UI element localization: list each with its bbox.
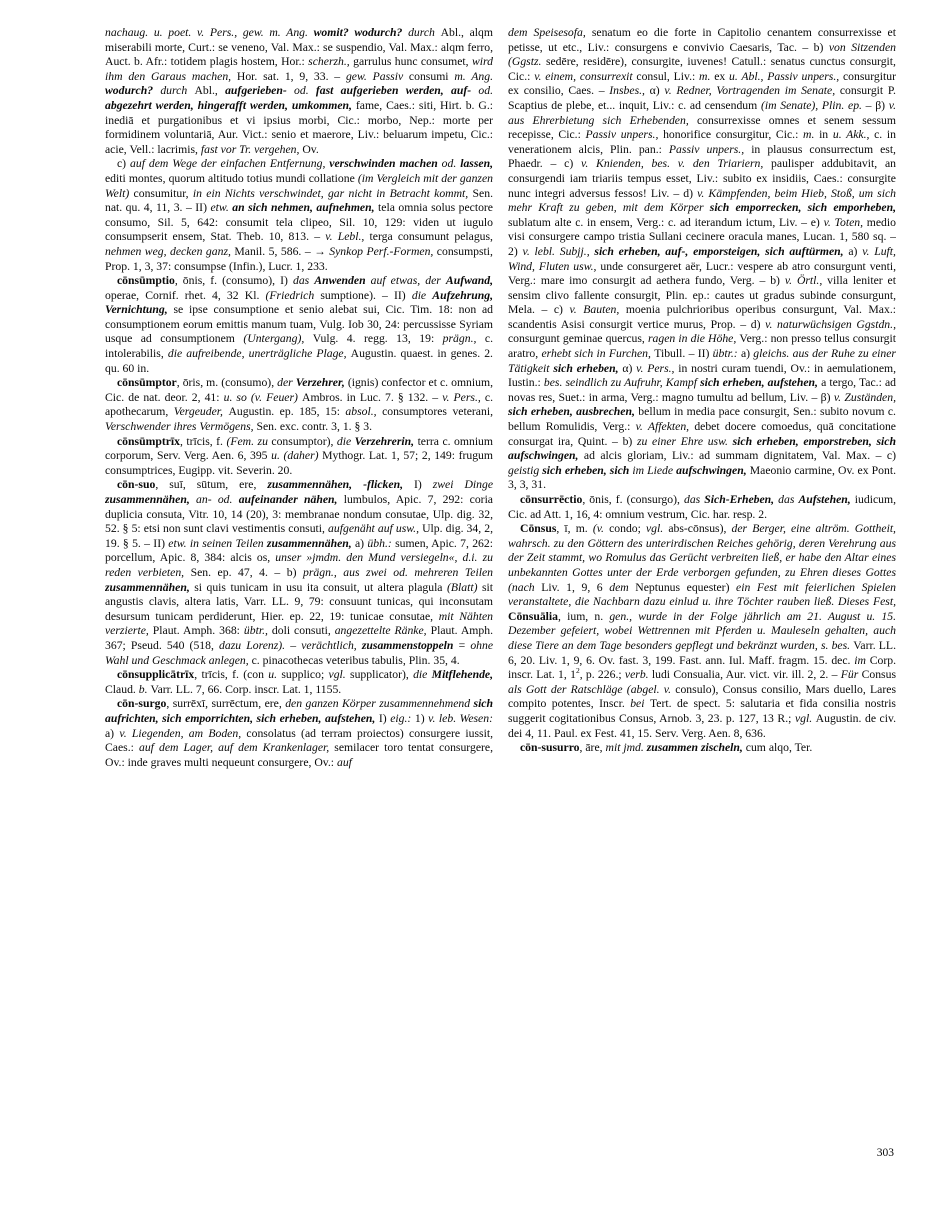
entry-consurgo: cōn-surgo, surrēxī, surrēctum, ere, den ganzen Körper zusammennehmend sich aufrichten, sich emporrichten, sich erheben, aufstehen, I) eig.: 1) v. leb. Wesen: a) v. Liegenden, am Boden, consolatus (ad terram proiectos) consurgere iussit, Caes.: auf dem Lager, auf dem Krankenlager, semilacer toro tentat consurgere, Ov.: inde graves multi nequeunt consurgere, Ov.: auf: [105, 697, 493, 769]
left-column: [105, 26, 493, 1202]
entry-consus: Cōnsus, ī, m. (v. condo; vgl. abs-cōnsus), der Berger, eine altröm. Gottheit, wahrsch. zu den Göttern des unterirdischen Reiches gehörig, deren Verehrung aus der Zeit stammt, wo Romulus das Gerücht verbreiten ließ, er habe den Altar eines unbekannten Gottes unter der Erde verborgen gefunden, zu Ehren dieses Gottes (nach Liv. 1, 9, 6 dem Neptunus equester) ein Fest mit feierlichen Spielen veranstaltete, die Nachbarn dazu einlud u. ihre Töchter rauben ließ. Dieses Fest, Cōnsuālia, ium, n. gen., wurde in der Folge jährlich am 21. August u. 15. Dezember gefeiert, wobei Wettrennen mit Pferden u. Mauleseln gehalten, auch diese Tiere an dem Tage besonders gepflegt und bekränzt wurden, s. bes. Varr. LL. 6, 20. Liv. 1, 9, 6. Ov. fast. 3, 199. Fast. ann. Iul. Maff. fragm. 15. dec. im Corp. inscr. Lat. 1, $1^2$, p. 226.; verb. ludi Consualia, Aur. vict. vir. ill. 2, 2. – Für Consus als Gott der Ratschläge (abgel. v. consulo), Consus consilio, Mars duello, Lares compito potentes, Inscr. bei Tert. de spect. 5: salutaria et fida consilia nostris suggerit cogitationibus Consus, Arnob. 3, 23. p. 127, 13 R.; vgl. Augustin. de civ. dei 4, 11. Paul. ex Fest. 41, 15. Serv. Verg. Aen. 8, 636.: [508, 522, 896, 740]
page-number: 303: [876, 1147, 894, 1159]
entry-consupplicatrix: cōnsupplicātrīx, trīcis, f. (con u. supplico; vgl. supplicator), die Mitflehende, Claud. b. Varr. LL. 7, 66. Corp. inscr. Lat. 1, 1155.: [105, 668, 493, 696]
right-column: [508, 26, 896, 1202]
entry-consumptrix: cōnsūmptrīx, trīcis, f. (Fem. zu consumptor), die Verzehrerin, terra c. omnium corporum, Serv. Verg. Aen. 6, 395 u. (daher) Mythogr. Lat. 1, 57; 2, 149: frugum consumptrices, Eugipp. vit. Severin. 20.: [105, 434, 493, 477]
text-columns: [105, 26, 896, 1202]
entry-consuo: cōn-suo, suī, sūtum, ere, zusammennähen, -flicken, I) zwei Dinge zusammennähen, an- od. aufeinander nähen, lumbulos, Apic. 7, 292: coria duplicia consuta, Vitr. 10, 14 (20), 3: membranae nondum consutae, Ulp. dig. 32, 52. § 5: etsi non sunt clavi vestimentis consuti, aufgenäht auf usw., Ulp. dig. 34, 2, 19. § 5. – II) etw. in seinen Teilen zusammennähen, a) übh.: sumen, Apic. 7, 262: porcellum, Apic. 8, 384: alcis os, unser »jmdm. den Mund versiegeln«, d.i. zu reden verbieten, Sen. ep. 47, 4. – b) prägn., aus zwei od. mehreren Teilen zusammennähen, si quis tunicam in usu ita consuit, ut altera plagula (Blatt) sit angustis clavis, altera latis, Varr. LL. 9, 79: consuunt tunicas, qui inconsutam desursum tunicam perdiderunt, Hier. ep. 22, 19: tunicae consutae, mit Nähten verzierte, Plaut. Amph. 368: übtr., doli consuti, angezettelte Ränke, Plaut. Amph. 367; Pseud. 540 (518, dazu Lorenz). – verächtlich, zusammenstoppeln = ohne Wahl und Geschmack anlegen, c. pinacothecas veteribus tabulis, Plin. 35, 4.: [105, 478, 493, 667]
entry-consurgo-continuation: dem Speisesofa, senatum eo die forte in Capitolio cenantem consurrexisse et petisse, ut etc., Liv.: consurgens e convivio Caesaris, Tac. – b) von Sitzenden (Ggstz. sedēre, residēre), consurgite, iuvenes! Catull.: senatus cunctus consurgit, Cic.: v. einem, consurrexit consul, Liv.: m. ex u. Abl., Passiv unpers., consurgitur ex consilio, Caes. – Insbes., α) v. Redner, Vortragenden im Senate, consurgit P. Scaptius de plebe, et... inquit, Liv.: c. ad censendum (im Senate), Plin. ep. – β) v. aus Ehrerbietung sich Erhebenden, consurrexisse omnes et senem sessum recepisse, Cic.: Passiv unpers., honorifice consurgitur, Cic.: m. in u. Akk., c. in venerationem alcis, Plin. pan.: Passiv unpers., in plausus consurrectum est, Phaedr. – c) v. Knienden, bes. v. den Triariern, paulisper addubitavit, an consurgendi iam triariis tempus esset, Liv.: subito ex insidiis, Caes.: consurgite nunc integri adversus fessos! Liv. – d) v. Kämpfenden, beim Hieb, Stoß, um sich mehr Kraft zu geben, mit dem Körper sich emporrecken, sich emporheben, sublatum alte c. in ensem, Verg.: c. ad iterandum ictum, Liv. – e) v. Toten, medio visi consurgere campo tristia Sullani cecinere oracula manes, Lucan. 1, 580 sq. – 2) v. lebl. Subjj., sich erheben, auf-, emporsteigen, sich auftürmen, a) v. Luft, Wind, Fluten usw., unde consurgeret aër, Lucr.: vespere ab atro consurgunt venti, Verg.: mare imo consurgit ad aethera fundo, Verg. – b) v. Örtl., villa leniter et sensim clivo fallente consurgit, Plin. ep.: cautes ut gradus subinde consurgunt, Mela. – c) v. Bauten, moenia pulchrioribus operibus consurgunt, Val. Max.: scandentis Asisi consurgit vertice murus, Prop. – d) v. naturwüchsigen Ggstdn., consurgunt geminae quercus, ragen in die Höhe, Verg.: non presso tellus consurgit aratro, erhebt sich in Furchen, Tibull. – II) übtr.: a) gleichs. aus der Ruhe zu einer Tätigkeit sich erheben, α) v. Pers., in nostri curam tuendi, Ov.: in aemulationem, Iustin.: bes. seindlich zu Aufruhr, Kampf sich erheben, aufstehen, a tergo, Tac.: ad novas res, Suet.: in arma, Verg.: magno tumultu ad bellum, Liv. – β) v. Zuständen, sich erheben, ausbrechen, bellum in media pace consurgit, Sen.: subito novum c. bellum Romulidis, Verg.: v. Affekten, debet docere comoedus, quā concitatione consurgat ira, Quint. – b) zu einer Ehre usw. sich erheben, emporstreben, sich aufschwingen, ad alcis gloriam, Liv.: ad summam dignitatem, Val. Max. – c) geistig sich erheben, sich im Liede aufschwingen, Maeonio carmine, Ov. ex Pont. 3, 3, 31.: [508, 26, 896, 492]
entry-consumo-section-c: c) auf dem Wege der einfachen Entfernung, verschwinden machen od. lassen, editi montes, quorum altitudo totius mundi collatione (im Vergleich mit der ganzen Welt) consumitur, in ein Nichts verschwindet, gar nicht in Betracht kommt, Sen. nat. qu. 4, 11, 3. – II) etw. an sich nehmen, aufnehmen, tela omnia solus pectore consumo, Sil. 5, 642: consumit tela clipeo, Sil. 10, 129: viden ut iugulo consumpserit ensem, Stat. Theb. 10, 813. – v. Lebl., terga consumunt pelagus, nehmen weg, decken ganz, Manil. 5, 586. – → Synkop Perf.-Formen, consumpsti, Prop. 1, 3, 37: consumpse (Infin.), Lucr. 1, 233.: [105, 157, 493, 273]
entry-consurrectio: cōnsurrēctio, ōnis, f. (consurgo), das Sich-Erheben, das Aufstehen, iudicum, Cic. ad Att. 1, 16, 4: omnium vestrum, Cic. har. resp. 2.: [508, 493, 896, 521]
entry-consumptio: cōnsūmptio, ōnis, f. (consumo), I) das Anwenden auf etwas, der Aufwand, operae, Cornif. rhet. 4, 32 Kl. (Friedrich sumptione). – II) die Aufzehrung, Vernichtung, se ipse consumptione et senio alebat sui, Cic. Tim. 18: non ad consumptionem eorum emittis manum tuam, Vulg. Iob 30, 24: percussisse Syriam usque ad consumptionem (Untergang), Vulg. 4. regg. 13, 19: prägn., c. intolerabilis, die aufreibende, unerträgliche Plage, Augustin. quaest. in genes. 2. qu. 60 in.: [105, 274, 493, 375]
entry-consumo-continuation: nachaug. u. poet. v. Pers., gew. m. Ang. womit? wodurch? durch Abl., alqm miserabili morte, Curt.: se veneno, Val. Max.: se suspendio, Val. Max.: alqm ferro, Auct. b. Afr.: totidem plagis hostem, Hor.: scherzh., garrulus hunc consumet, wird ihm den Garaus machen, Hor. sat. 1, 9, 33. – gew. Passiv consumi m. Ang. wodurch? durch Abl., aufgerieben- od. fast aufgerieben werden, auf- od. abgezehrt werden, hingerafft werden, umkommen, fame, Caes.: siti, Hirt. b. G.: inediā et purgationibus et vi ipsius morbi, Cic.: morbo, Nep.: morte per formidinem voluntariā, Aur. Vict.: senio et maerore, Liv.: beluarum impetu, Cic.: acie, Vell.: lacrimis, fast vor Tr. vergehen, Ov.: [105, 26, 493, 156]
entry-consumptor: cōnsūmptor, ōris, m. (consumo), der Verzehrer, (ignis) confector et c. omnium, Cic. de nat. deor. 2, 41: u. so (v. Feuer) Ambros. in Luc. 7. § 132. – v. Pers., c. apothecarum, Vergeuder, Augustin. ep. 185, 15: absol., consumptores veterani, Verschwender ihres Vermögens, Sen. exc. contr. 3, 1. § 3.: [105, 376, 493, 434]
entry-consusurro: cōn-susurro, āre, mit jmd. zusammen zischeln, cum alqo, Ter.: [520, 741, 813, 755]
